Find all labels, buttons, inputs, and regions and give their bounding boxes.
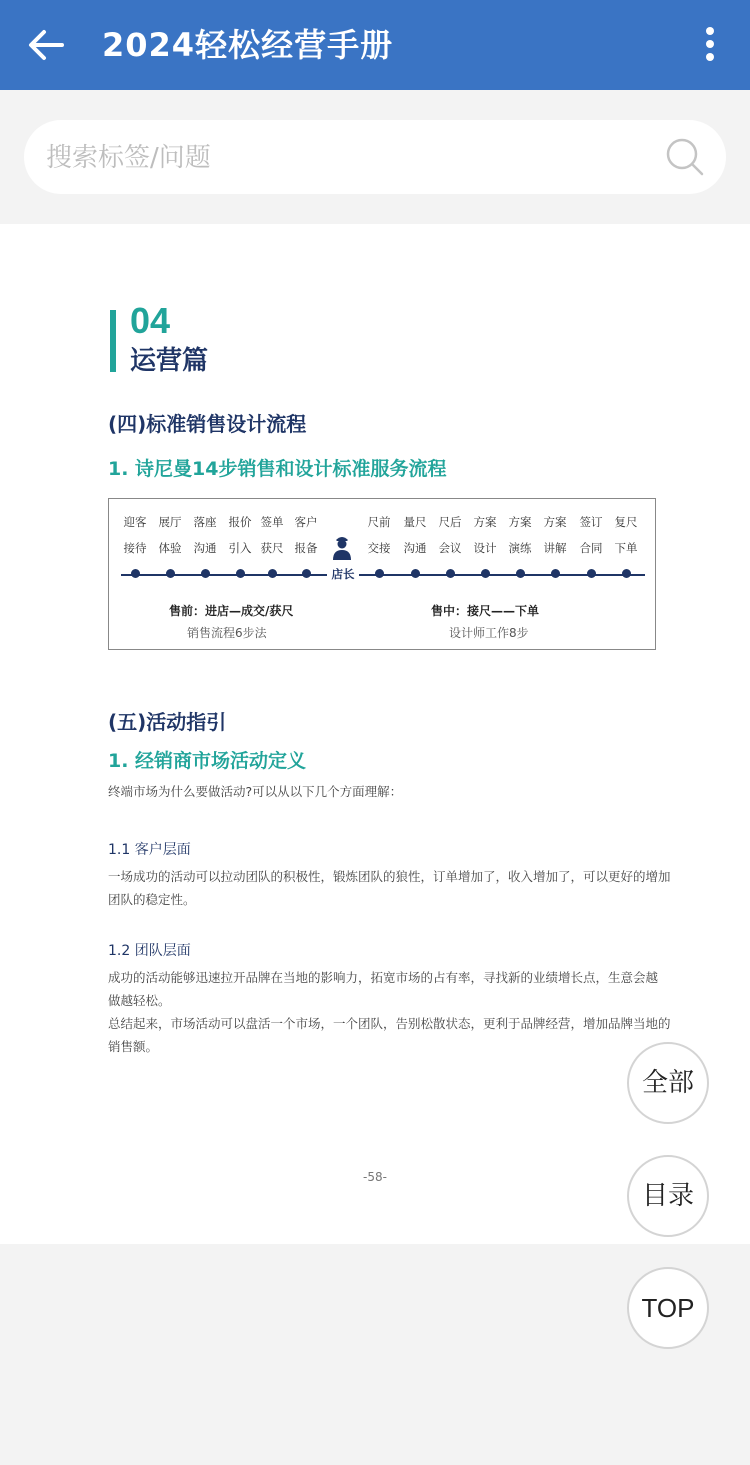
search-box <box>24 120 726 194</box>
presale-phase-subtitle: 销售流程6步法 <box>187 626 267 640</box>
presale-phase-title: 售前：进店—成交/获尺 <box>169 604 294 618</box>
top-button[interactable]: TOP <box>627 1267 709 1349</box>
search-input[interactable] <box>44 132 648 184</box>
page-number: -58- <box>363 1170 387 1184</box>
flow-dot <box>131 569 140 578</box>
toc-button[interactable]: 目录 <box>627 1155 709 1237</box>
flow-step: 方案 演练 <box>508 515 532 555</box>
section-title: (五)活动指引 <box>108 710 227 734</box>
sales-flow-diagram <box>108 498 656 650</box>
search-icon[interactable] <box>664 136 706 178</box>
paragraph: 终端市场为什么要做活动?可以从以下几个方面理解： <box>108 784 403 799</box>
chapter-name: 运营篇 <box>130 346 209 376</box>
flow-step: 方案 设计 <box>473 515 497 555</box>
flow-dot <box>302 569 311 578</box>
flow-dot <box>236 569 245 578</box>
arrow-left-icon <box>24 22 70 68</box>
flow-step: 复尺 下单 <box>614 515 638 555</box>
flow-step: 报价 引入 <box>228 515 252 555</box>
flow-step: 客户 报备 <box>294 515 318 555</box>
paragraph: 做越轻松。 <box>108 993 171 1008</box>
subsection-heading: 1.1 客户层面 <box>108 842 191 858</box>
paragraph: 总结起来，市场活动可以盘活一个市场，一个团队，告别松散状态，更利于品牌经营，增加品牌当地的 <box>108 1016 671 1031</box>
insale-phase-subtitle: 设计师工作8步 <box>449 626 529 640</box>
top-app-bar <box>0 0 750 90</box>
flow-dot <box>375 569 384 578</box>
flow-step: 尺前 交接 <box>367 515 391 555</box>
chapter-number: 04 <box>130 300 171 341</box>
flow-dot <box>622 569 631 578</box>
subsection-heading: 1.2 团队层面 <box>108 943 191 959</box>
paragraph: 团队的稳定性。 <box>108 892 196 907</box>
paragraph: 成功的活动能够迅速拉开品牌在当地的影响力，拓宽市场的占有率，寻找新的业绩增长点，生意会越 <box>108 970 659 985</box>
flow-step: 方案 讲解 <box>543 515 567 555</box>
flow-step: 落座 沟通 <box>193 515 217 555</box>
section-title: (四)标准销售设计流程 <box>108 412 307 436</box>
flow-step: 签单 获尺 <box>260 515 284 555</box>
more-vertical-icon <box>706 27 714 35</box>
search-bar-area <box>0 90 750 224</box>
flow-dot <box>587 569 596 578</box>
app-title: 2024轻松经营手册 <box>102 26 394 64</box>
flow-dot <box>481 569 490 578</box>
flow-step: 签订 合同 <box>579 515 603 555</box>
flow-dot <box>446 569 455 578</box>
section-subtitle: 1. 经销商市场活动定义 <box>108 750 307 772</box>
more-menu-button[interactable] <box>700 22 720 68</box>
flow-dot <box>516 569 525 578</box>
store-manager-label: 店长 <box>327 565 359 583</box>
chapter-accent-bar <box>110 310 116 372</box>
flow-step: 迎客 接待 <box>123 515 147 555</box>
flow-step: 尺后 会议 <box>438 515 462 555</box>
flow-step: 量尺 沟通 <box>403 515 427 555</box>
store-manager-icon <box>331 533 353 561</box>
flow-dot <box>411 569 420 578</box>
flow-dot <box>166 569 175 578</box>
flow-dot <box>201 569 210 578</box>
all-button[interactable]: 全部 <box>627 1042 709 1124</box>
flow-dot <box>551 569 560 578</box>
insale-phase-title: 售中：接尺——下单 <box>431 604 540 618</box>
flow-step: 展厅 体验 <box>158 515 182 555</box>
paragraph: 一场成功的活动可以拉动团队的积极性，锻炼团队的狼性，订单增加了，收入增加了，可以更好的增加 <box>108 869 671 884</box>
section-subtitle: 1. 诗尼曼14步销售和设计标准服务流程 <box>108 458 447 480</box>
paragraph: 销售额。 <box>108 1039 159 1054</box>
back-button[interactable] <box>24 22 70 68</box>
flow-dot <box>268 569 277 578</box>
